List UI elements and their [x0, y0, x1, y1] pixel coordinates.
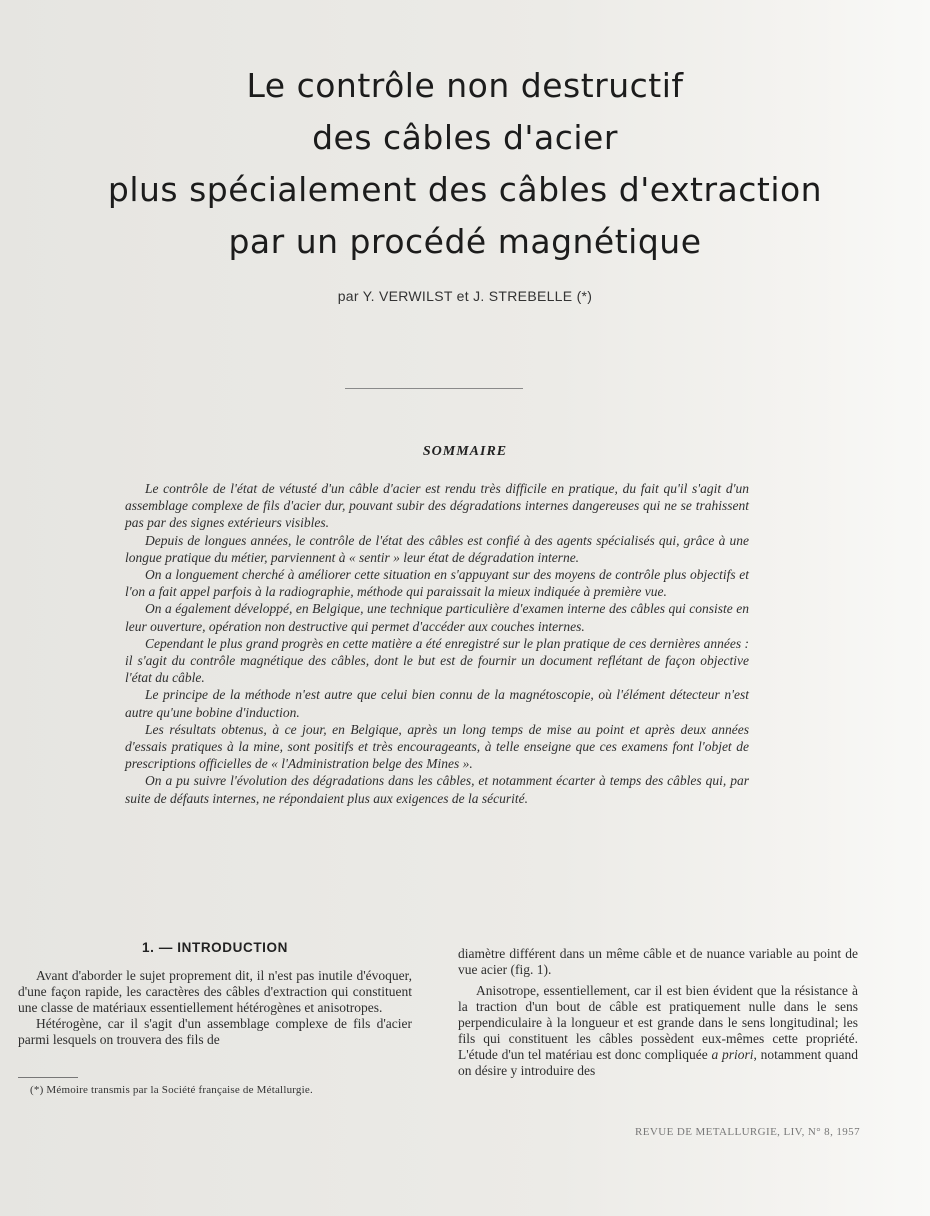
abstract-paragraph: On a également développé, en Belgique, une technique particulière d'examen interne des câbles qui consiste en leur ouverture, opération non destructive qui permet d'accéder aux couches internes.	[125, 601, 749, 634]
title-line: des câbles d'acier	[312, 118, 618, 157]
abstract-paragraph: Le principe de la méthode n'est autre que celui bien connu de la magnétoscopie, où l'élément détecteur n'est autre qu'une bobine d'induction.	[125, 687, 749, 720]
abstract-paragraph: Cependant le plus grand progrès en cette matière a été enregistré sur le plan pratique de ces dernières années : il s'agit du contrôle magnétique des câbles, dont le but est de fournir un document reflétant de façon objective l'état du câble.	[125, 635, 749, 686]
left-column	[18, 940, 412, 1048]
body-paragraph: diamètre différent dans un même câble et de nuance variable au point de vue acier (fig. 1).	[458, 946, 858, 977]
title-line: plus spécialement des câbles d'extraction	[107, 170, 823, 209]
right-column	[458, 946, 858, 1084]
body-paragraph: Avant d'aborder le sujet proprement dit, il n'est pas inutile d'évoquer, d'une façon rapide, les caractères des câbles d'extraction qui constituent une classe de matériaux essentiellement hétérogènes et anisotropes.	[18, 968, 412, 1015]
sommaire-heading: SOMMAIRE	[422, 444, 508, 459]
abstract-paragraph: Le contrôle de l'état de vétusté d'un câble d'acier est rendu très difficile en pratique, du fait qu'il s'agit d'un assemblage complexe de fils d'acier dur, pouvant subir des dégradations internes dangereuses qui ne se trahissent pas par des signes extérieurs visibles.	[125, 481, 749, 531]
section-divider	[345, 388, 523, 389]
footnote: (*) Mémoire transmis par la Société française de Métallurgie.	[30, 1084, 313, 1096]
authors-line: par Y. VERWILST et J. STREBELLE (*)	[337, 288, 593, 304]
body-paragraph	[458, 983, 858, 1079]
introduction-heading: 1. — INTRODUCTION	[142, 940, 288, 955]
abstract-paragraph: Depuis de longues années, le contrôle de l'état des câbles est confié à des agents spécialisés qui, grâce à une longue pratique du métier, parviennent à « sentir » leur état de dégradation interne.	[125, 532, 749, 565]
body-text: Anisotrope, essentiellement, car il est bien évident que la résistance à la traction d'un bout de câble est pratiquement nulle dans le sens perpendiculaire à la longueur et est grande dans le sens longitudinal; les fils qui constituent les câbles possèdent eux-mêmes cette propriété. L'étude d'un tel matériau est donc compliquée	[458, 983, 858, 1062]
abstract-paragraph: On a pu suivre l'évolution des dégradations dans les câbles, et notamment écarter à temps des câbles qui, par suite de défauts internes, ne répondaient plus aux exigences de la sécurité.	[125, 773, 749, 806]
title-line: Le contrôle non destructif	[246, 66, 684, 105]
footnote-rule	[18, 1077, 78, 1078]
abstract-paragraph: Les résultats obtenus, à ce jour, en Belgique, après un long temps de mise au point et après deux années d'essais pratiques à la mine, sont positifs et très encourageants, à telle enseigne que ces examens font l'objet de prescriptions officielles de « l'Administration belge des Mines ».	[125, 721, 749, 772]
title-line: par un procédé magnétique	[228, 222, 702, 261]
body-paragraph: Hétérogène, car il s'agit d'un assemblage complexe de fils d'acier parmi lesquels on trouvera des fils de	[18, 1016, 412, 1047]
article-title	[40, 60, 890, 268]
italic-phrase: a priori	[711, 1047, 754, 1062]
abstract-paragraph: On a longuement cherché à améliorer cette situation en s'appuyant sur des moyens de contrôle plus objectifs et l'on a fait appel parfois à la radiographie, méthode qui paraissait la mieux indiquée à première vue.	[125, 567, 749, 600]
body-text: , notamment quand on désire y introduire des	[458, 1047, 859, 1078]
running-footer: REVUE DE METALLURGIE, LIV, N° 8, 1957	[635, 1126, 860, 1138]
sommaire-abstract	[125, 480, 749, 807]
